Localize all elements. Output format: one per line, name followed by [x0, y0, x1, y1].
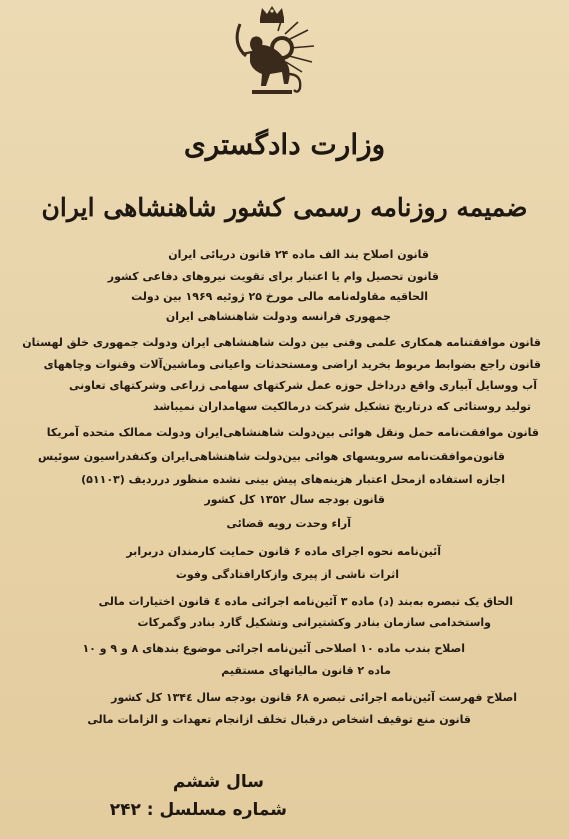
law-item: اثرات ناشی از پیری وازکارافتادگی وفوت	[175, 568, 399, 581]
law-item: واستخدامی سازمان بنادر وکشتیرانی وتشکیل گارد بنادر وگمرکات	[137, 616, 491, 629]
lion-and-sun-emblem-icon	[222, 4, 322, 100]
law-item: آب ووسایل آبیاری واقع درداخل حوزه عمل شرکتهای سهامی زراعی وشرکتهای تعاونی	[69, 379, 537, 392]
law-item: اصلاح بندب ماده ۱۰ اصلاحی آئین‌نامه اجرائی موضوع بندهای ۸ و ۹ و ۱۰	[82, 642, 465, 655]
serial-number: شماره مسلسل : ۲۴۲	[109, 800, 287, 820]
ministry-title: وزارت دادگستری	[183, 128, 386, 161]
year-label: سال ششم	[172, 772, 264, 792]
law-item: تولید روستائی که درتاریخ تشکیل شرکت درمالکیت سهامداران نمیباشد	[153, 400, 531, 413]
law-item: قانون تحصیل وام یا اعتبار برای تقویت نیروهای دفاعی کشور	[107, 270, 439, 283]
law-item: قانون موافقت‌نامه حمل ونقل هوائی بین‌دولت شاهنشاهی‌ایران ودولت ممالک متحده آمریکا	[46, 426, 539, 439]
law-item: قانون‌موافقت‌نامه سرویسهای هوائی بین‌دولت شاهنشاهی‌ایران وکنفدراسیون سوئیس	[38, 450, 505, 463]
law-item: آئین‌نامه نحوه اجرای ماده ۶ قانون حمایت کارمندان دربرابر	[126, 545, 441, 558]
law-item: اصلاح فهرست آئین‌نامه اجرائی تبصره ۶۸ قانون بودجه سال ۱۳۴٤ کل کشور	[111, 691, 517, 704]
law-item: اجازه استفاده ازمحل اعتبار هزینه‌های پیش بینی نشده منظور درردیف (۵۱۱۰۳)	[81, 473, 505, 486]
law-item: قانون اصلاح بند الف ماده ۲۴ قانون دریائی ایران	[168, 248, 429, 261]
law-item: قانون بودجه سال ۱۳۵۲ کل کشور	[204, 493, 385, 506]
law-item: الحاقیه مقاوله‌نامه مالی مورخ ۲۵ ژوئیه ۱۹۶۹ بین دولت	[131, 290, 428, 303]
gazette-supplement-title: ضمیمه روزنامه رسمی کشور شاهنشاهی ایران	[41, 193, 528, 222]
law-item: قانون موافقتنامه همکاری علمی وفنی بین دولت شاهنشاهی ایران ودولت جمهوری خلق لهستان	[22, 336, 541, 349]
law-item: قانون راجع بضوابط مربوط بخرید اراضی ومستحدثات واعیانی وماشین‌آلات وقنوات وچاههای	[43, 358, 541, 371]
law-item: قانون منع توقیف اشخاص درقبال تخلف ازانجام تعهدات و الزامات مالی	[87, 713, 471, 726]
law-item: الحاق یک تبصره به‌بند (د) ماده ۳ آئین‌نامه اجرائی ماده ٤ قانون اختیارات مالی	[98, 595, 513, 608]
law-item: آراء وحدت رویه قضائی	[226, 517, 351, 530]
law-item: جمهوری فرانسه ودولت شاهنشاهی ایران	[165, 310, 391, 323]
law-item: ماده ۲ قانون مالیاتهای مستقیم	[221, 664, 391, 677]
